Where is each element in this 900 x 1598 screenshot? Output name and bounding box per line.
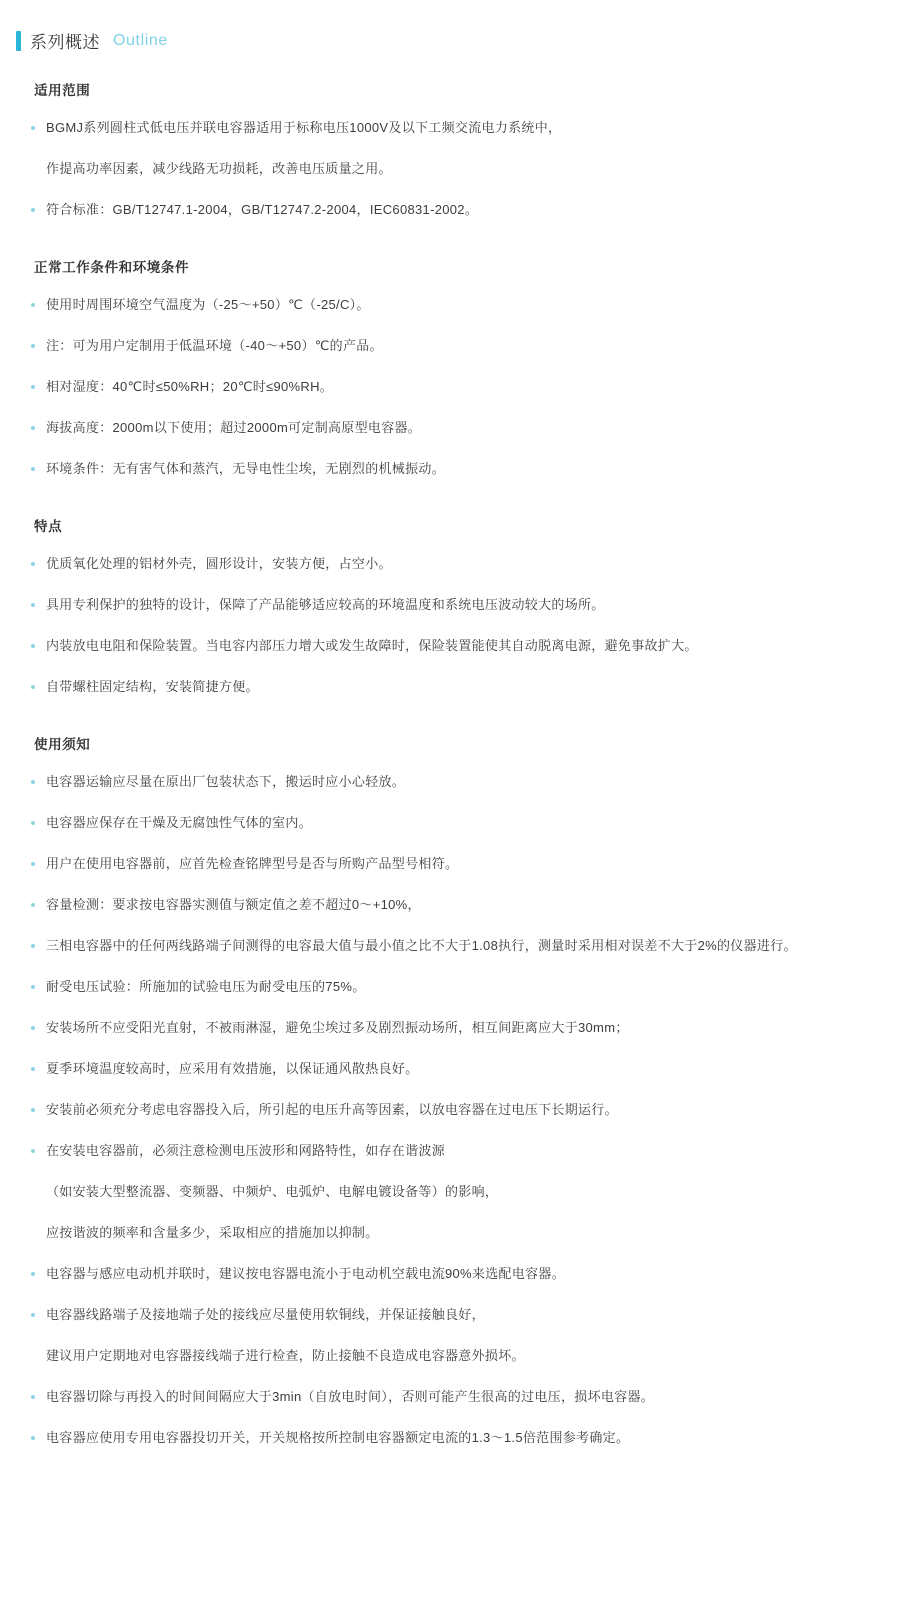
list-item-line: 电容器切除与再投入的时间间隔应大于3min（自放电时间），否则可能产生很高的过电压，损坏电容器。 bbox=[46, 1389, 655, 1404]
group-heading: 使用须知 bbox=[34, 737, 91, 752]
bullet-list bbox=[16, 543, 884, 707]
content-group bbox=[16, 256, 884, 489]
list-item bbox=[16, 543, 884, 584]
list-item bbox=[16, 189, 884, 230]
list-item bbox=[16, 966, 884, 1007]
list-item bbox=[16, 843, 884, 884]
list-item-line: 应按谐波的频率和含量多少，采取相应的措施加以抑制。 bbox=[46, 1225, 379, 1240]
list-item-line: 电容器线路端子及接地端子处的接线应尽量使用软铜线，并保证接触良好， bbox=[46, 1307, 485, 1322]
list-item bbox=[16, 1130, 884, 1253]
list-item bbox=[16, 1376, 884, 1417]
section-header bbox=[16, 28, 884, 53]
list-item-line: 符合标准：GB/T12747.1-2004，GB/T12747.2-2004，IEC60831-2002。 bbox=[46, 202, 479, 217]
list-item bbox=[16, 284, 884, 325]
list-item-line: 电容器应保存在干燥及无腐蚀性气体的室内。 bbox=[46, 815, 313, 830]
list-item bbox=[16, 1089, 884, 1130]
bullet-list bbox=[16, 284, 884, 489]
list-item-line: 环境条件：无有害气体和蒸汽，无导电性尘埃，无剧烈的机械振动。 bbox=[46, 461, 446, 476]
content-group bbox=[16, 515, 884, 707]
list-item-line: 使用时周围环境空气温度为（-25～+50）℃（-25/C）。 bbox=[46, 297, 370, 312]
bullet-list bbox=[16, 761, 884, 1458]
list-item bbox=[16, 366, 884, 407]
section-title-en: Outline bbox=[113, 31, 168, 49]
list-item-line: 内装放电电阻和保险装置。当电容内部压力增大或发生故障时，保险装置能使其自动脱离电源，避免事故扩大。 bbox=[46, 638, 698, 653]
list-item-line: 自带螺柱固定结构，安装简捷方便。 bbox=[46, 679, 259, 694]
bullet-list bbox=[16, 107, 884, 230]
list-item-line: 作提高功率因素，减少线路无功损耗，改善电压质量之用。 bbox=[46, 161, 392, 176]
group-heading: 特点 bbox=[34, 519, 63, 534]
list-item bbox=[16, 325, 884, 366]
list-item bbox=[16, 107, 884, 189]
list-item bbox=[16, 1253, 884, 1294]
list-item-line: 在安装电容器前，必须注意检测电压波形和网路特性，如存在谐波源 bbox=[46, 1143, 446, 1158]
list-item-line: 电容器与感应电动机并联时，建议按电容器电流小于电动机空载电流90%来选配电容器。 bbox=[46, 1266, 566, 1281]
content-group bbox=[16, 79, 884, 230]
list-item-line: 注：可为用户定制用于低温环境（-40～+50）℃的产品。 bbox=[46, 338, 383, 353]
list-item bbox=[16, 625, 884, 666]
list-item-line: BGMJ系列圆柱式低电压并联电容器适用于标称电压1000V及以下工频交流电力系统中， bbox=[46, 120, 562, 135]
content-group bbox=[16, 733, 884, 1458]
list-item bbox=[16, 1294, 884, 1376]
list-item-line: 容量检测：要求按电容器实测值与额定值之差不超过0～+10%， bbox=[46, 897, 421, 912]
list-item bbox=[16, 925, 884, 966]
list-item-line: 用户在使用电容器前，应首先检查铭牌型号是否与所购产品型号相符。 bbox=[46, 856, 459, 871]
list-item-line: 安装场所不应受阳光直射，不被雨淋湿，避免尘埃过多及剧烈振动场所，相互间距离应大于30mm； bbox=[46, 1020, 629, 1035]
list-item-line: 海拔高度：2000m以下使用；超过2000m可定制高原型电容器。 bbox=[46, 420, 422, 435]
list-item-line: 优质氧化处理的铝材外壳，圆形设计，安装方便，占空小。 bbox=[46, 556, 392, 571]
list-item bbox=[16, 884, 884, 925]
list-item-line: 建议用户定期地对电容器接线端子进行检查，防止接触不良造成电容器意外损坏。 bbox=[46, 1348, 525, 1363]
list-item-line: 相对湿度：40℃时≤50%RH；20℃时≤90%RH。 bbox=[46, 379, 334, 394]
list-item bbox=[16, 1048, 884, 1089]
section-title-cn: 系列概述 bbox=[30, 33, 100, 52]
group-heading: 正常工作条件和环境条件 bbox=[34, 260, 190, 275]
list-item bbox=[16, 802, 884, 843]
list-item-line: 夏季环境温度较高时，应采用有效措施，以保证通风散热良好。 bbox=[46, 1061, 419, 1076]
sections-container bbox=[16, 79, 884, 1458]
group-heading: 适用范围 bbox=[34, 83, 91, 98]
list-item-line: 三相电容器中的任何两线路端子间测得的电容最大值与最小值之比不大于1.08执行，测量时采用相对误差不大于2%的仪器进行。 bbox=[46, 938, 797, 953]
list-item-line: 安装前必须充分考虑电容器投入后，所引起的电压升高等因素，以放电容器在过电压下长期运行。 bbox=[46, 1102, 618, 1117]
list-item-line: 具用专利保护的独特的设计，保障了产品能够适应较高的环境温度和系统电压波动较大的场所。 bbox=[46, 597, 605, 612]
list-item-line: 电容器运输应尽量在原出厂包装状态下，搬运时应小心轻放。 bbox=[46, 774, 406, 789]
list-item bbox=[16, 1417, 884, 1458]
list-item-line: （如安装大型整流器、变频器、中频炉、电弧炉、电解电镀设备等）的影响， bbox=[46, 1184, 499, 1199]
list-item-line: 耐受电压试验：所施加的试验电压为耐受电压的75%。 bbox=[46, 979, 366, 994]
list-item bbox=[16, 448, 884, 489]
accent-bar-icon bbox=[16, 31, 21, 51]
list-item bbox=[16, 584, 884, 625]
list-item bbox=[16, 1007, 884, 1048]
list-item bbox=[16, 666, 884, 707]
list-item bbox=[16, 761, 884, 802]
list-item bbox=[16, 407, 884, 448]
list-item-line: 电容器应使用专用电容器投切开关，开关规格按所控制电容器额定电流的1.3～1.5倍范围参考确定。 bbox=[46, 1430, 630, 1445]
